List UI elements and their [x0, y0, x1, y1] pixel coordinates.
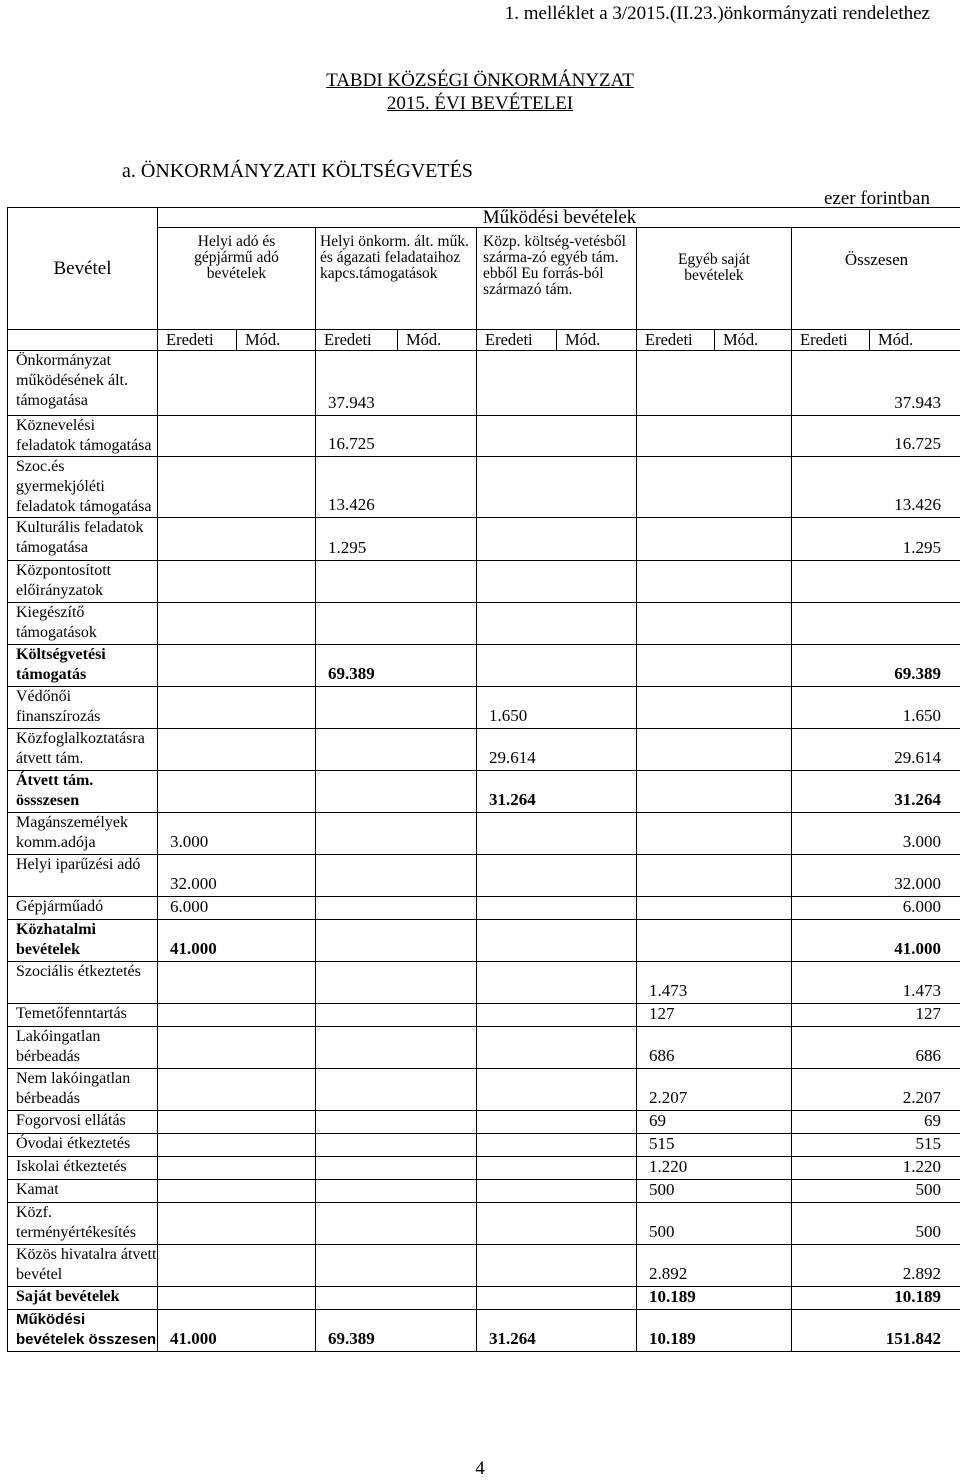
cell-c1	[158, 962, 316, 1004]
cell-c2	[316, 1157, 477, 1180]
row-label: Központosított előirányzatok	[8, 561, 158, 603]
cell-c2: 69.389	[316, 1310, 477, 1352]
cell-c4: 69	[637, 1111, 792, 1134]
cell-c3	[477, 813, 637, 855]
subheader-eredeti: Eredeti	[477, 330, 557, 351]
cell-total: 16.725	[792, 416, 960, 457]
cell-c2: 1.295	[316, 518, 477, 561]
cell-c2	[316, 1111, 477, 1134]
cell-c2: 13.426	[316, 457, 477, 518]
cell-c3	[477, 645, 637, 687]
cell-total: 1.473	[792, 962, 960, 1004]
table-row	[8, 920, 960, 962]
row-label: Temetőfenntartás	[8, 1004, 158, 1027]
cell-c2	[316, 1203, 477, 1245]
cell-c1	[158, 1157, 316, 1180]
cell-total: 29.614	[792, 729, 960, 771]
row-label: Közfoglalkoztatásra átvett tám.	[8, 729, 158, 771]
cell-c1	[158, 416, 316, 457]
cell-c3	[477, 1245, 637, 1287]
cell-c2	[316, 1004, 477, 1027]
cell-total: 31.264	[792, 771, 960, 813]
row-label: Átvett tám. össszesen	[8, 771, 158, 813]
cell-c3	[477, 1134, 637, 1157]
cell-c3	[477, 897, 637, 920]
cell-c3	[477, 920, 637, 962]
cell-c3	[477, 1157, 637, 1180]
row-label: Nem lakóingatlan bérbeadás	[8, 1069, 158, 1111]
cell-total: 127	[792, 1004, 960, 1027]
table-row	[8, 457, 960, 518]
cell-c4	[637, 416, 792, 457]
row-label: Közös hivatalra átvett bevétel	[8, 1245, 158, 1287]
subheader-eredeti: Eredeti	[316, 330, 398, 351]
cell-c1	[158, 1134, 316, 1157]
column-header-osszesen: Összesen	[792, 228, 960, 330]
table-row	[8, 645, 960, 687]
document-title-line1: TABDI KÖZSÉGI ÖNKORMÁNYZAT	[0, 70, 960, 92]
cell-total: 2.207	[792, 1069, 960, 1111]
cell-c4: 2.892	[637, 1245, 792, 1287]
table-row	[8, 603, 960, 645]
subheader-mod: Mód.	[237, 330, 316, 351]
cell-c2	[316, 897, 477, 920]
cell-c4: 500	[637, 1203, 792, 1245]
cell-c4: 515	[637, 1134, 792, 1157]
cell-c3	[477, 855, 637, 897]
cell-c4	[637, 351, 792, 416]
cell-total: 686	[792, 1027, 960, 1069]
cell-c2	[316, 1245, 477, 1287]
table-row	[8, 1310, 960, 1352]
cell-c3	[477, 457, 637, 518]
cell-c4: 686	[637, 1027, 792, 1069]
cell-total: 151.842	[792, 1310, 960, 1352]
subheader-empty	[8, 330, 158, 351]
subheader-mod: Mód.	[715, 330, 792, 351]
cell-c2: 16.725	[316, 416, 477, 457]
cell-c2	[316, 687, 477, 729]
cell-c1	[158, 351, 316, 416]
table-row	[8, 416, 960, 457]
cell-c2	[316, 1180, 477, 1203]
row-label: Szociális étkeztetés	[8, 962, 158, 1004]
table-row	[8, 897, 960, 920]
section-heading: a. ÖNKORMÁNYZATI KÖLTSÉGVETÉS	[122, 160, 473, 183]
cell-c3	[477, 962, 637, 1004]
column-header-kozp-koltsegvetes: Közp. költség-vetésből szárma-zó egyéb tám. ebből Eu forrás-ból származó tám.	[477, 228, 637, 330]
row-label: Védőnői finanszírozás	[8, 687, 158, 729]
cell-total: 10.189	[792, 1287, 960, 1310]
table-row	[8, 518, 960, 561]
table-row	[8, 1287, 960, 1310]
cell-c2	[316, 813, 477, 855]
cell-c2	[316, 1027, 477, 1069]
subheader-eredeti: Eredeti	[637, 330, 715, 351]
cell-total: 69.389	[792, 645, 960, 687]
cell-c1	[158, 729, 316, 771]
row-label: Közhatalmi bevételek	[8, 920, 158, 962]
cell-c3	[477, 518, 637, 561]
cell-c2	[316, 561, 477, 603]
cell-c4	[637, 729, 792, 771]
cell-c2	[316, 962, 477, 1004]
cell-c4: 500	[637, 1180, 792, 1203]
row-label: Fogorvosi ellátás	[8, 1111, 158, 1134]
cell-c3: 29.614	[477, 729, 637, 771]
cell-c1	[158, 1180, 316, 1203]
table-row	[8, 687, 960, 729]
revenue-table	[7, 207, 960, 1352]
cell-c1	[158, 1203, 316, 1245]
table-row	[8, 962, 960, 1004]
subheader-eredeti: Eredeti	[792, 330, 870, 351]
cell-c4	[637, 645, 792, 687]
cell-c1	[158, 687, 316, 729]
cell-c3	[477, 351, 637, 416]
row-label: Óvodai étkeztetés	[8, 1134, 158, 1157]
cell-total: 1.650	[792, 687, 960, 729]
column-header-egyeb-sajat: Egyéb saját bevételek	[637, 228, 792, 330]
cell-c4	[637, 603, 792, 645]
table-row	[8, 1069, 960, 1111]
cell-c2	[316, 1134, 477, 1157]
subheader-mod: Mód.	[870, 330, 960, 351]
subheader-mod: Mód.	[398, 330, 477, 351]
cell-c3	[477, 1027, 637, 1069]
row-label: Lakóingatlan bérbeadás	[8, 1027, 158, 1069]
cell-c2	[316, 920, 477, 962]
row-label: Helyi iparűzési adó	[8, 855, 158, 897]
column-header-bevetel: Bevétel	[8, 208, 158, 330]
cell-c4: 10.189	[637, 1310, 792, 1352]
cell-c1	[158, 1245, 316, 1287]
cell-c4	[637, 518, 792, 561]
cell-c4: 2.207	[637, 1069, 792, 1111]
cell-c1	[158, 1027, 316, 1069]
cell-c4	[637, 920, 792, 962]
cell-c1	[158, 518, 316, 561]
cell-total: 37.943	[792, 351, 960, 416]
cell-c1	[158, 561, 316, 603]
cell-c2	[316, 1287, 477, 1310]
cell-total	[792, 561, 960, 603]
cell-total	[792, 603, 960, 645]
cell-total: 41.000	[792, 920, 960, 962]
cell-c4: 127	[637, 1004, 792, 1027]
cell-total: 69	[792, 1111, 960, 1134]
cell-c1	[158, 1069, 316, 1111]
cell-c2	[316, 855, 477, 897]
table-row	[8, 1111, 960, 1134]
cell-c4	[637, 813, 792, 855]
cell-total: 32.000	[792, 855, 960, 897]
cell-c1: 3.000	[158, 813, 316, 855]
table-row	[8, 1134, 960, 1157]
subheader-mod: Mód.	[557, 330, 637, 351]
table-row	[8, 351, 960, 416]
row-label: Működési bevételek összesen	[8, 1310, 158, 1352]
cell-total: 2.892	[792, 1245, 960, 1287]
table-row	[8, 1004, 960, 1027]
cell-total: 1.220	[792, 1157, 960, 1180]
cell-total: 500	[792, 1180, 960, 1203]
cell-c4	[637, 687, 792, 729]
row-label: Költségvetési támogatás	[8, 645, 158, 687]
row-label: Szoc.és gyermekjóléti feladatok támogatása	[8, 457, 158, 518]
cell-c1	[158, 457, 316, 518]
cell-c1	[158, 1111, 316, 1134]
cell-c1	[158, 603, 316, 645]
cell-c3	[477, 1111, 637, 1134]
table-row	[8, 813, 960, 855]
row-label: Köznevelési feladatok támogatása	[8, 416, 158, 457]
subheader-eredeti: Eredeti	[158, 330, 237, 351]
table-row	[8, 729, 960, 771]
cell-c1	[158, 771, 316, 813]
cell-c1	[158, 645, 316, 687]
cell-c4	[637, 897, 792, 920]
table-row	[8, 1245, 960, 1287]
cell-c3	[477, 1004, 637, 1027]
table-row	[8, 1027, 960, 1069]
table-row	[8, 561, 960, 603]
cell-total: 500	[792, 1203, 960, 1245]
cell-c4	[637, 561, 792, 603]
cell-c4	[637, 855, 792, 897]
table-row	[8, 855, 960, 897]
cell-c4	[637, 457, 792, 518]
column-header-helyi-ado: Helyi adó és gépjármű adó bevételek	[158, 228, 316, 330]
cell-c4: 1.473	[637, 962, 792, 1004]
table-row	[8, 1203, 960, 1245]
row-label: Iskolai étkeztetés	[8, 1157, 158, 1180]
cell-total: 13.426	[792, 457, 960, 518]
row-label: Kulturális feladatok támogatása	[8, 518, 158, 561]
row-label: Kamat	[8, 1180, 158, 1203]
cell-c1: 41.000	[158, 1310, 316, 1352]
cell-c3	[477, 1069, 637, 1111]
cell-c2	[316, 1069, 477, 1111]
cell-c3	[477, 1287, 637, 1310]
row-label: Saját bevételek	[8, 1287, 158, 1310]
cell-c3	[477, 603, 637, 645]
document-title-line2: 2015. ÉVI BEVÉTELEI	[0, 93, 960, 115]
cell-c1: 41.000	[158, 920, 316, 962]
cell-total: 1.295	[792, 518, 960, 561]
cell-c1	[158, 1287, 316, 1310]
unit-label: ezer forintban	[824, 188, 930, 210]
row-label: Kiegészítő támogatások	[8, 603, 158, 645]
cell-c1: 6.000	[158, 897, 316, 920]
cell-c3: 31.264	[477, 771, 637, 813]
cell-c3: 31.264	[477, 1310, 637, 1352]
row-label: Magánszemélyek komm.adója	[8, 813, 158, 855]
cell-c2	[316, 729, 477, 771]
column-group-mukodesi: Működési bevételek	[158, 208, 960, 228]
page-number: 4	[0, 1458, 960, 1480]
table-row	[8, 771, 960, 813]
cell-c4	[637, 771, 792, 813]
row-label: Közf. terményértékesítés	[8, 1203, 158, 1245]
column-header-tamogatasok: Helyi önkorm. ált. műk. és ágazati feladataihoz kapcs.támogatások	[316, 228, 477, 330]
cell-total: 3.000	[792, 813, 960, 855]
cell-c2: 69.389	[316, 645, 477, 687]
row-label: Önkormányzat működésének ált. támogatása	[8, 351, 158, 416]
cell-c1: 32.000	[158, 855, 316, 897]
cell-c4: 1.220	[637, 1157, 792, 1180]
table-row	[8, 1157, 960, 1180]
cell-c3	[477, 561, 637, 603]
cell-c3	[477, 1203, 637, 1245]
cell-c2: 37.943	[316, 351, 477, 416]
table-row	[8, 1180, 960, 1203]
row-label: Gépjárműadó	[8, 897, 158, 920]
cell-c3	[477, 1180, 637, 1203]
cell-total: 6.000	[792, 897, 960, 920]
cell-c2	[316, 603, 477, 645]
cell-c3: 1.650	[477, 687, 637, 729]
cell-c3	[477, 416, 637, 457]
decree-reference: 1. melléklet a 3/2015.(II.23.)önkormányzati rendelethez	[505, 3, 930, 25]
cell-c1	[158, 1004, 316, 1027]
cell-c4: 10.189	[637, 1287, 792, 1310]
cell-total: 515	[792, 1134, 960, 1157]
cell-c2	[316, 771, 477, 813]
